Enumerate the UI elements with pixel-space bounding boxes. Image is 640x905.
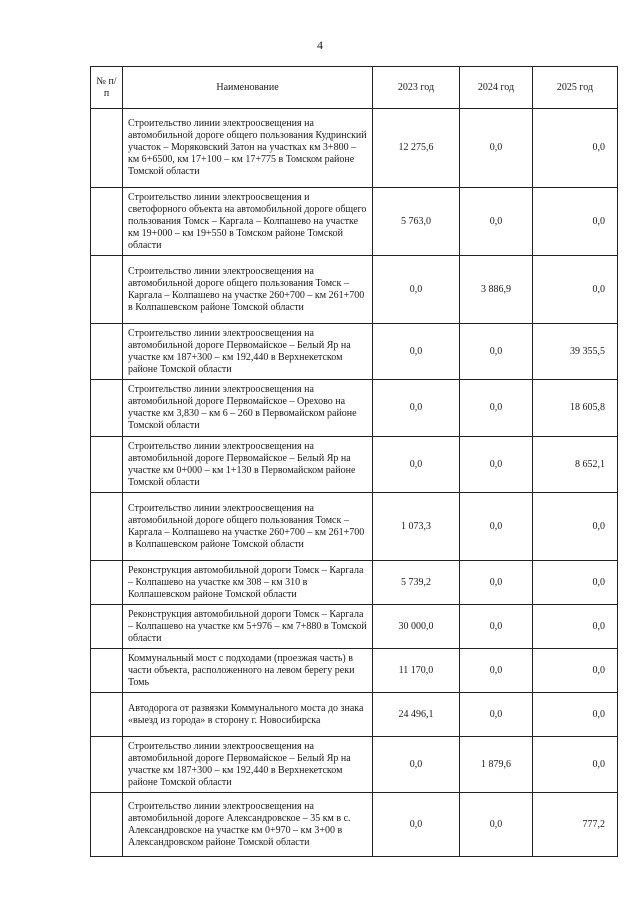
- row-name-cell: Строительство линии электроосвещения на автомобильной дороге Александровское – 35 км в с. Александровское на участке км 0+970 – км 3+00 в Александровском районе Томской области: [123, 793, 373, 857]
- table-row: [91, 109, 618, 188]
- value-2024-cell: 0,0: [460, 380, 533, 437]
- value-2024-cell: 0,0: [460, 437, 533, 493]
- value-2023-cell: 5 739,2: [373, 561, 460, 605]
- value-2024-cell: 3 886,9: [460, 256, 533, 324]
- row-num-cell: [91, 693, 123, 737]
- value-2024-cell: 0,0: [460, 188, 533, 256]
- value-2024-cell: 0,0: [460, 649, 533, 693]
- value-2025-cell: 18 605,8: [533, 380, 618, 437]
- row-num-cell: [91, 437, 123, 493]
- row-num-cell: [91, 324, 123, 380]
- header-name: Наименование: [123, 67, 373, 109]
- table-row: [91, 793, 618, 857]
- row-name-cell: Строительство линии электроосвещения на автомобильной дороге Первомайское – Орехово на участке км 3,830 – км 6 – 260 в Первомайском районе Томской области: [123, 380, 373, 437]
- table-row: [91, 324, 618, 380]
- value-2023-cell: 30 000,0: [373, 605, 460, 649]
- value-2025-cell: 39 355,5: [533, 324, 618, 380]
- row-name-cell: Реконструкция автомобильной дороги Томск – Каргала – Колпашево на участке км 5+976 – км 7+880 в Томской области: [123, 605, 373, 649]
- header-num: № п/п: [91, 67, 123, 109]
- budget-table: [90, 66, 618, 857]
- table-row: [91, 437, 618, 493]
- table-row: [91, 737, 618, 793]
- value-2024-cell: 0,0: [460, 793, 533, 857]
- row-num-cell: [91, 649, 123, 693]
- table-row: [91, 256, 618, 324]
- value-2025-cell: 0,0: [533, 605, 618, 649]
- row-name-cell: Реконструкция автомобильной дороги Томск – Каргала – Колпашево на участке км 308 – км 310 в Колпашевском районе Томской области: [123, 561, 373, 605]
- table-row: [91, 380, 618, 437]
- table-row: [91, 188, 618, 256]
- row-name-cell: Коммунальный мост с подходами (проезжая часть) в части объекта, расположенного на левом берегу реки Томь: [123, 649, 373, 693]
- value-2023-cell: 0,0: [373, 437, 460, 493]
- table-row: [91, 561, 618, 605]
- value-2025-cell: 0,0: [533, 188, 618, 256]
- value-2023-cell: 24 496,1: [373, 693, 460, 737]
- table-row: [91, 605, 618, 649]
- value-2025-cell: 0,0: [533, 693, 618, 737]
- row-name-cell: Строительство линии электроосвещения на автомобильной дороге общего пользования Кудринский участок – Моряковский Затон на участках км 3+800 – км 6+6500, км 17+100 – км 17+775 в Томском районе Томской области: [123, 109, 373, 188]
- table-header-row: [91, 67, 618, 109]
- value-2023-cell: 0,0: [373, 737, 460, 793]
- value-2024-cell: 0,0: [460, 493, 533, 561]
- value-2025-cell: 8 652,1: [533, 437, 618, 493]
- row-name-cell: Строительство линии электроосвещения на автомобильной дороге общего пользования Томск – Каргала – Колпашево на участке 260+700 – км 261+700 в Колпашевском районе Томской области: [123, 493, 373, 561]
- row-num-cell: [91, 380, 123, 437]
- value-2023-cell: 0,0: [373, 324, 460, 380]
- value-2025-cell: 777,2: [533, 793, 618, 857]
- page-number: 4: [317, 38, 323, 52]
- row-num-cell: [91, 793, 123, 857]
- value-2024-cell: 0,0: [460, 693, 533, 737]
- table-row: [91, 493, 618, 561]
- row-num-cell: [91, 493, 123, 561]
- value-2023-cell: 5 763,0: [373, 188, 460, 256]
- header-2025: 2025 год: [533, 67, 618, 109]
- table-row: [91, 693, 618, 737]
- header-2023: 2023 год: [373, 67, 460, 109]
- value-2023-cell: 0,0: [373, 380, 460, 437]
- row-name-cell: Строительство линии электроосвещения на автомобильной дороге Первомайское – Белый Яр на участке км 187+300 – км 192,440 в Верхнекетском районе Томской области: [123, 737, 373, 793]
- value-2024-cell: 0,0: [460, 324, 533, 380]
- value-2023-cell: 1 073,3: [373, 493, 460, 561]
- row-num-cell: [91, 561, 123, 605]
- header-2024: 2024 год: [460, 67, 533, 109]
- table-row: [91, 649, 618, 693]
- value-2023-cell: 11 170,0: [373, 649, 460, 693]
- row-num-cell: [91, 256, 123, 324]
- value-2025-cell: 0,0: [533, 737, 618, 793]
- value-2025-cell: 0,0: [533, 109, 618, 188]
- value-2025-cell: 0,0: [533, 256, 618, 324]
- value-2025-cell: 0,0: [533, 649, 618, 693]
- value-2024-cell: 0,0: [460, 561, 533, 605]
- row-name-cell: Автодорога от развязки Коммунального моста до знака «выезд из города» в сторону г. Новосибирска: [123, 693, 373, 737]
- value-2025-cell: 0,0: [533, 493, 618, 561]
- value-2023-cell: 12 275,6: [373, 109, 460, 188]
- value-2024-cell: 1 879,6: [460, 737, 533, 793]
- row-name-cell: Строительство линии электроосвещения на автомобильной дороге Первомайское – Белый Яр на участке км 0+000 – км 1+130 в Первомайском районе Томской области: [123, 437, 373, 493]
- value-2023-cell: 0,0: [373, 256, 460, 324]
- value-2024-cell: 0,0: [460, 109, 533, 188]
- row-num-cell: [91, 737, 123, 793]
- value-2025-cell: 0,0: [533, 561, 618, 605]
- row-num-cell: [91, 188, 123, 256]
- value-2024-cell: 0,0: [460, 605, 533, 649]
- row-num-cell: [91, 605, 123, 649]
- row-name-cell: Строительство линии электроосвещения на автомобильной дороге общего пользования Томск – Каргала – Колпашево на участке 260+700 – км 261+700 в Колпашевском районе Томской области: [123, 256, 373, 324]
- value-2023-cell: 0,0: [373, 793, 460, 857]
- row-name-cell: Строительство линии электроосвещения и светофорного объекта на автомобильной дороге общего пользования Томск – Каргала – Колпашево на участке км 19+000 – км 19+550 в Томском районе Томской области: [123, 188, 373, 256]
- row-num-cell: [91, 109, 123, 188]
- row-name-cell: Строительство линии электроосвещения на автомобильной дороге Первомайское – Белый Яр на участке км 187+300 – км 192,440 в Верхнекетском районе Томской области: [123, 324, 373, 380]
